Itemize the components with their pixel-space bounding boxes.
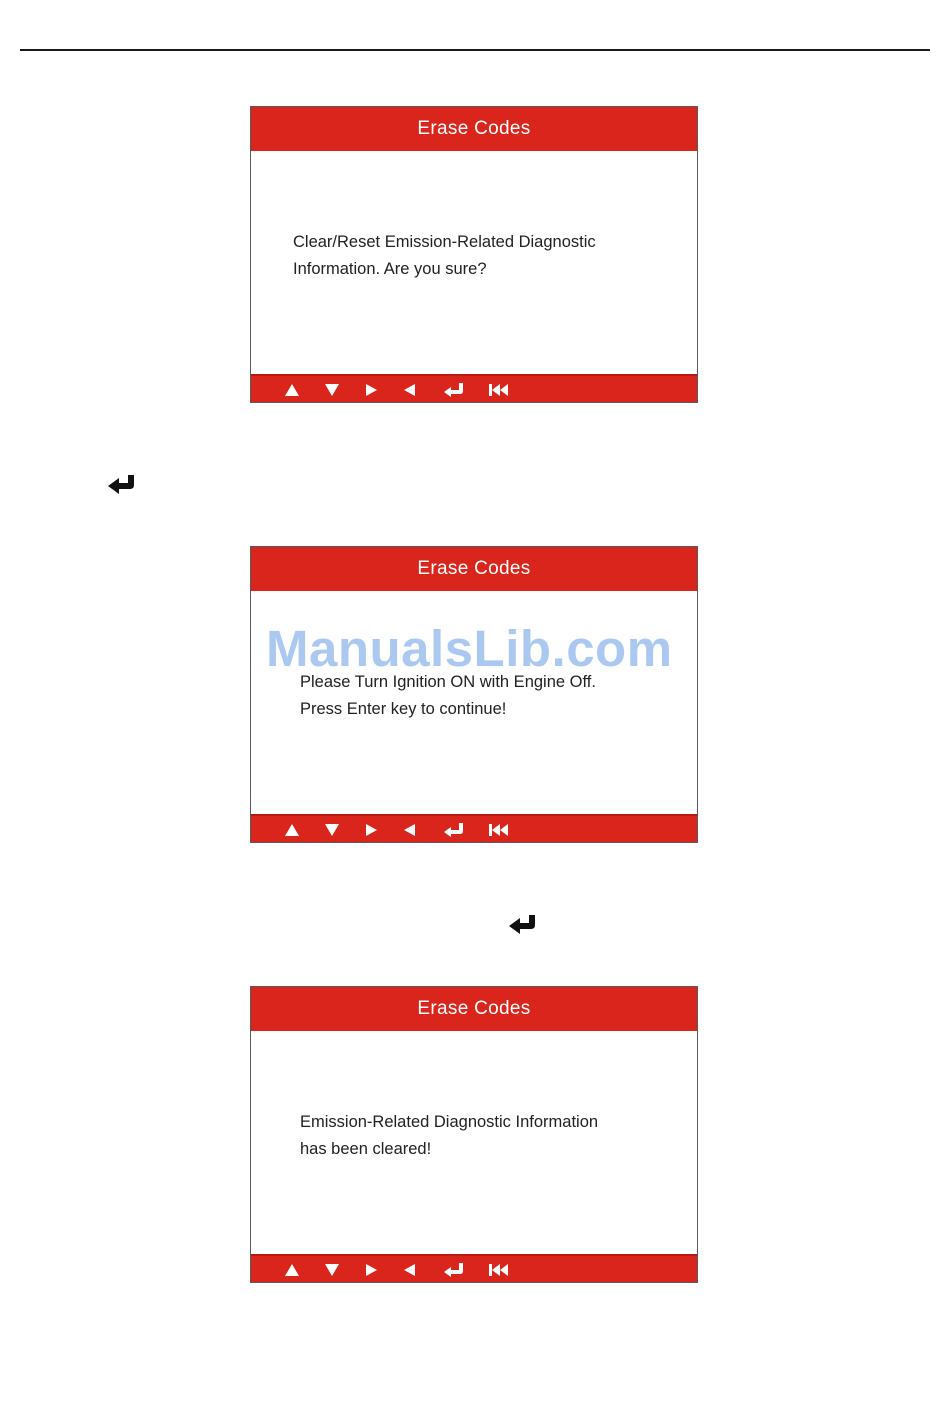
message-line: Clear/Reset Emission-Related Diagnostic — [293, 233, 596, 251]
screen-message — [293, 229, 677, 283]
up-arrow-icon — [283, 822, 301, 838]
back-icon — [488, 382, 510, 398]
enter-icon — [442, 822, 466, 838]
message-line: has been cleared! — [300, 1140, 432, 1158]
erase-codes-ignition-screen — [250, 546, 698, 843]
enter-icon — [507, 913, 537, 935]
message-line: Please Turn Ignition ON with Engine Off. — [300, 673, 596, 691]
up-arrow-icon — [283, 1262, 301, 1278]
erase-codes-cleared-screen — [250, 986, 698, 1283]
screen-footer-keys — [251, 374, 697, 402]
right-arrow-icon — [362, 822, 380, 838]
right-arrow-icon — [362, 382, 380, 398]
enter-icon — [106, 473, 136, 495]
message-line: Emission-Related Diagnostic Information — [300, 1113, 599, 1131]
screen-body — [251, 1031, 697, 1254]
erase-codes-confirm-screen — [250, 106, 698, 403]
screen-body — [251, 151, 697, 374]
screen-footer-keys — [251, 1254, 697, 1282]
enter-icon — [442, 1262, 466, 1278]
right-arrow-icon — [362, 1262, 380, 1278]
down-arrow-icon — [323, 822, 341, 838]
screen-title: Erase Codes — [251, 547, 697, 591]
down-arrow-icon — [323, 1262, 341, 1278]
screen-body — [251, 591, 697, 814]
message-line: Press Enter key to continue! — [300, 700, 507, 718]
enter-icon — [442, 382, 466, 398]
back-icon — [488, 822, 510, 838]
screen-footer-keys — [251, 814, 697, 842]
left-arrow-icon — [401, 382, 419, 398]
page-header-rule — [20, 49, 930, 51]
screen-message — [300, 1109, 677, 1163]
up-arrow-icon — [283, 382, 301, 398]
watermark: ManualsLib.com — [266, 620, 673, 677]
screen-title: Erase Codes — [251, 987, 697, 1031]
left-arrow-icon — [401, 1262, 419, 1278]
left-arrow-icon — [401, 822, 419, 838]
down-arrow-icon — [323, 382, 341, 398]
back-icon — [488, 1262, 510, 1278]
screen-message — [300, 669, 677, 723]
message-line: Information. Are you sure? — [293, 260, 487, 278]
screen-title: Erase Codes — [251, 107, 697, 151]
